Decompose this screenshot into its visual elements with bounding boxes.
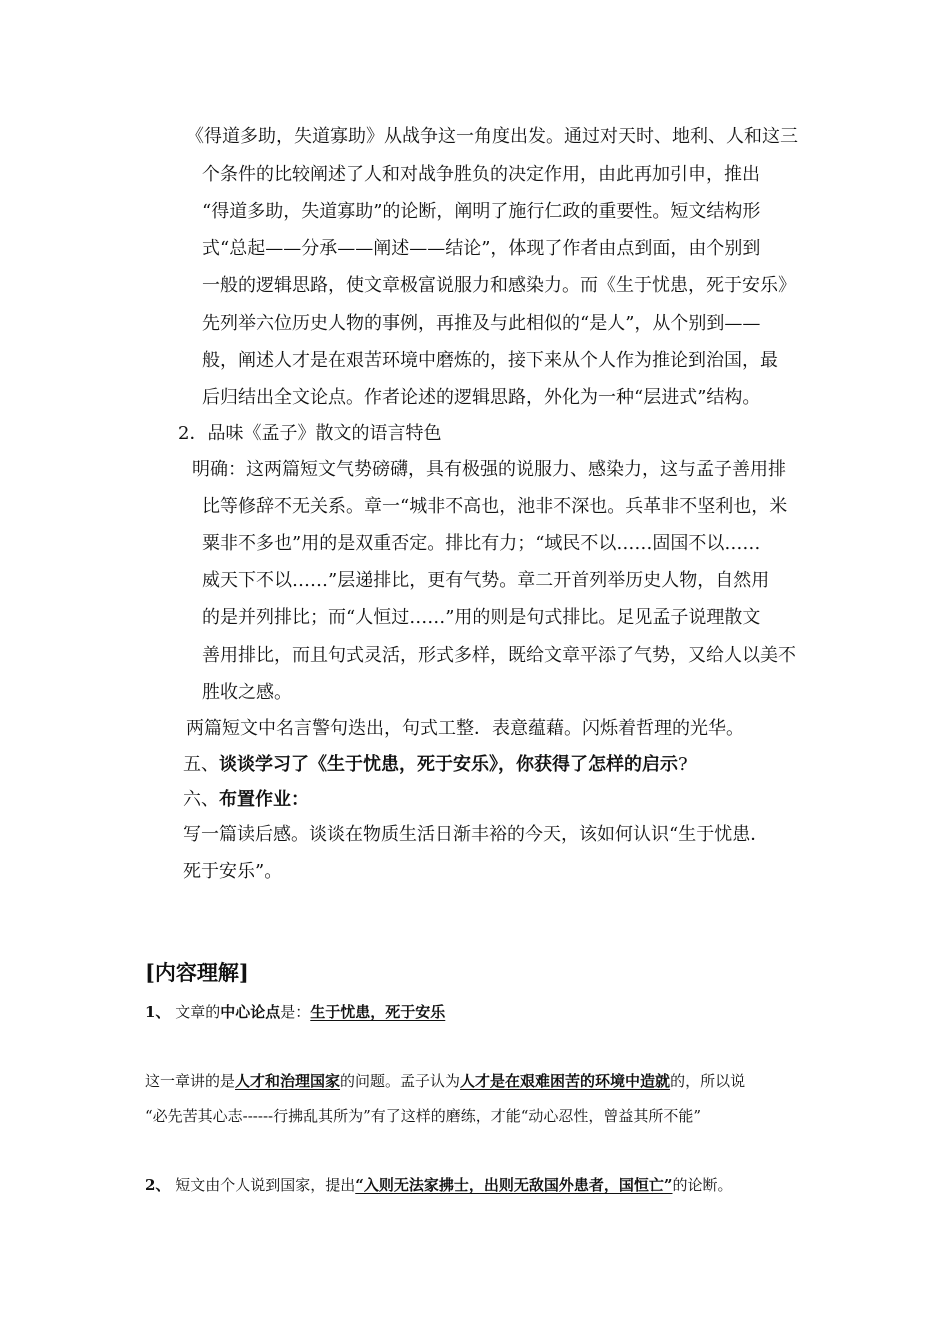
question-2 — [145, 1175, 733, 1195]
question-1-mid: 是： — [280, 1003, 311, 1021]
explanation-line-2: “必先苦其心志------行拂乱其所为”有了这样的磨练，才能“动心忍性，曾益其所不能” — [145, 1107, 702, 1125]
section6-number: 六、 — [183, 789, 219, 810]
homework-line-1: 写一篇读后感。谈谈在物质生活日渐丰裕的今天，该如何认识“生于忧患． — [183, 824, 769, 845]
section6-heading — [183, 789, 309, 811]
question-2-number: 2、 — [145, 1176, 171, 1194]
explanation-line-1 — [145, 1071, 745, 1091]
para2-line-5: 的是并列排比；而“人恒过……”用的则是句式排比。足见孟子说理散文 — [202, 607, 761, 628]
para1-line-4: 式“总起——分承——阐述——结论”，体现了作者由点到面，由个别到 — [202, 238, 761, 259]
section5-number: 五、 — [183, 754, 219, 775]
explanation-text-e: 的，所以说 — [670, 1072, 746, 1090]
question-2-prefix: 短文由个人说到国家，提出 — [175, 1176, 356, 1194]
para2-line-7: 胜收之感。 — [202, 682, 292, 703]
para1-line-7: 般，阐述人才是在艰苦环境中磨炼的，接下来从个人作为推论到治国，最 — [202, 350, 778, 371]
section6-colon: ： — [291, 789, 309, 810]
para2-line-2: 比等修辞不无关系。章一“城非不高也，池非不深也。兵革非不坚利也，米 — [202, 496, 788, 517]
content-understanding-heading: [内容理解] — [145, 960, 249, 985]
question-2-suffix: 的论断。 — [672, 1176, 733, 1194]
para1-line-6: 先列举六位历史人物的事例，再推及与此相似的“是人”，从个别到—— — [202, 313, 761, 334]
para2-line-3: 粟非不多也”用的是双重否定。排比有力；“域民不以……固国不以…… — [202, 533, 761, 554]
para1-line-1: 《得道多助，失道寡助》从战争这一角度出发。通过对天时、地利、人和这三 — [186, 126, 798, 147]
explanation-answer-1: 人才和治理国家 — [235, 1072, 341, 1090]
para1-line-2: 个条件的比较阐述了人和对战争胜负的决定作用，由此再加引申，推出 — [202, 164, 760, 185]
para1-line-8: 后归结出全文论点。作者论述的逻辑思路，外化为一种“层进式”结构。 — [202, 387, 761, 408]
section6-title: 布置作业 — [219, 789, 291, 810]
item2-title: 2．品味《孟子》散文的语言特色 — [178, 423, 442, 444]
explanation-text-c: 的问题。孟子认为 — [340, 1072, 461, 1090]
question-2-answer: “入则无法家拂士，出则无敌国外患者，国恒亡” — [355, 1176, 673, 1194]
question-1-keyword: 中心论点 — [220, 1003, 281, 1021]
explanation-answer-2: 人才是在艰难困苦的环境中造就 — [460, 1072, 671, 1090]
question-1-number: 1、 — [145, 1003, 171, 1021]
homework-line-2: 死于安乐”。 — [183, 861, 283, 882]
section5-heading — [183, 754, 688, 776]
para2-line-1: 明确：这两篇短文气势磅礴，具有极强的说服力、感染力，这与孟子善用排 — [192, 459, 786, 480]
para1-line-5: 一般的逻辑思路，使文章极富说服力和感染力。而《生于忧患，死于安乐》 — [202, 275, 796, 296]
para2-line-4: 威天下不以……”层递排比，更有气势。章二开首列举历史人物，自然用 — [202, 570, 770, 591]
para1-line-3: “得道多助，失道寡助”的论断，阐明了施行仁政的重要性。短文结构形 — [202, 201, 761, 222]
explanation-text-a: 这一章讲的是 — [145, 1072, 236, 1090]
section5-title: 谈谈学习了《生于忧患，死于安乐》，你获得了怎样的启示 — [219, 754, 678, 775]
question-1 — [145, 1002, 445, 1022]
section5-question-mark: ? — [678, 754, 688, 775]
question-1-answer: 生于忧患，死于安乐 — [310, 1003, 446, 1021]
para3-line: 两篇短文中名言警句迭出，句式工整．表意蕴藉。闪烁着哲理的光华。 — [186, 718, 744, 739]
para2-line-6: 善用排比，而且句式灵活，形式多样，既给文章平添了气势，又给人以美不 — [202, 645, 796, 666]
question-1-prefix: 文章的 — [175, 1003, 221, 1021]
